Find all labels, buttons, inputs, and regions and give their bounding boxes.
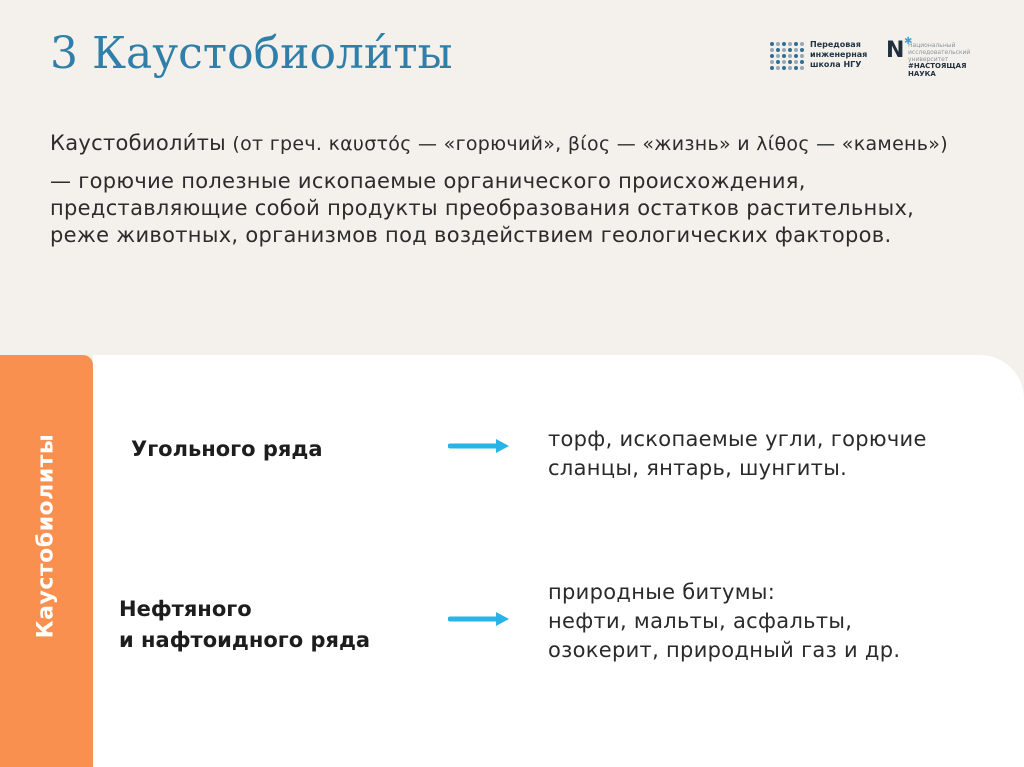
star-icon: ✱: [904, 36, 913, 47]
oil-series-result-line1: природные битумы:: [548, 580, 776, 604]
term: Каустобиоли́ты: [50, 131, 227, 155]
classification-panel: [93, 355, 1024, 767]
school-name: Передовая инженерная школа НГУ: [810, 40, 868, 69]
partner-logos: [770, 38, 990, 78]
etymology: (от греч. καυστός — «горючий», βίος — «жизнь» и λίθος — «камень»): [226, 133, 948, 155]
oil-series-result-line2: нефти, мальты, асфальты,: [548, 609, 853, 633]
term-line: [50, 130, 980, 158]
coal-series-examples: торф, ископаемые угли, горючие сланцы, янтарь, шунгиты.: [548, 427, 927, 480]
oil-series-label-line2: и нафтоидного ряда: [119, 628, 371, 652]
oil-series-examples: [548, 578, 900, 665]
oil-series-label-line1: Нефтяного: [119, 597, 252, 621]
intro-block: [50, 130, 980, 249]
oil-series-label: [119, 594, 370, 656]
school-logo-text: [810, 40, 880, 70]
arrow-right-icon: [448, 438, 510, 454]
school-logo-icon: [770, 42, 804, 70]
project-logo-icon: N: [886, 38, 905, 63]
slide-title: 3 Каустобиоли́ты: [50, 28, 453, 79]
arrow-right-icon: [448, 611, 510, 627]
vertical-label: Каустобиолиты: [33, 433, 59, 639]
oil-series-result-line3: озокерит, природный газ и др.: [548, 638, 901, 662]
definition: — горючие полезные ископаемые органического происхождения, представляющие собой продукты преобразования остатков растительных, реже животных, организмов под воздействием геологических факторов.: [50, 169, 915, 247]
coal-series-label: Угольного ряда: [131, 437, 323, 461]
project-logo-text: Национальный исследовательский университет: [908, 42, 971, 63]
project-tagline: #НАСТОЯЩАЯ НАУКА: [908, 62, 967, 78]
